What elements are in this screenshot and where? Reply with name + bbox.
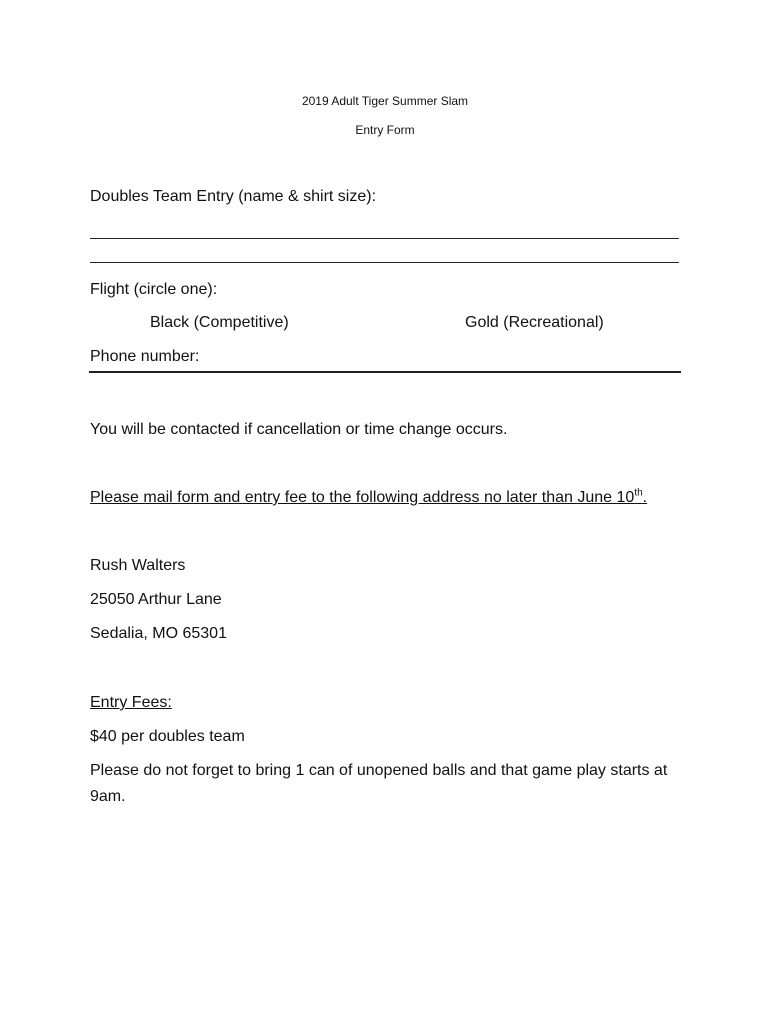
fees-heading: Entry Fees: xyxy=(90,694,172,711)
form-title: 2019 Adult Tiger Summer Slam xyxy=(301,94,469,108)
fees-amount: $40 per doubles team xyxy=(90,728,245,745)
flight-option-black[interactable]: Black (Competitive) xyxy=(150,314,289,331)
fees-reminder-line-2: 9am. xyxy=(90,788,126,805)
mail-instructions xyxy=(90,489,647,507)
mail-instructions-text: Please mail form and entry fee to the following address no later than June 10 xyxy=(90,489,635,506)
phone-label: Phone number: xyxy=(90,348,200,365)
team-entry-label: Doubles Team Entry (name & shirt size): xyxy=(90,188,377,205)
address-city: Sedalia, MO 65301 xyxy=(90,625,227,642)
address-street: 25050 Arthur Lane xyxy=(90,591,222,608)
contact-notice: You will be contacted if cancellation or time change occurs. xyxy=(90,421,508,438)
fees-reminder-line-1: Please do not forget to bring 1 can of unopened balls and that game play starts at xyxy=(90,762,668,779)
team-entry-line-2[interactable] xyxy=(90,262,679,263)
mail-instructions-superscript: th xyxy=(634,487,643,499)
form-subtitle: Entry Form xyxy=(355,123,415,137)
flight-label: Flight (circle one): xyxy=(90,281,218,298)
phone-number-line[interactable] xyxy=(89,371,681,373)
address-name: Rush Walters xyxy=(90,557,186,574)
flight-option-gold[interactable]: Gold (Recreational) xyxy=(465,314,604,331)
mail-instructions-suffix: . xyxy=(642,489,648,506)
team-entry-line-1[interactable] xyxy=(90,238,679,239)
